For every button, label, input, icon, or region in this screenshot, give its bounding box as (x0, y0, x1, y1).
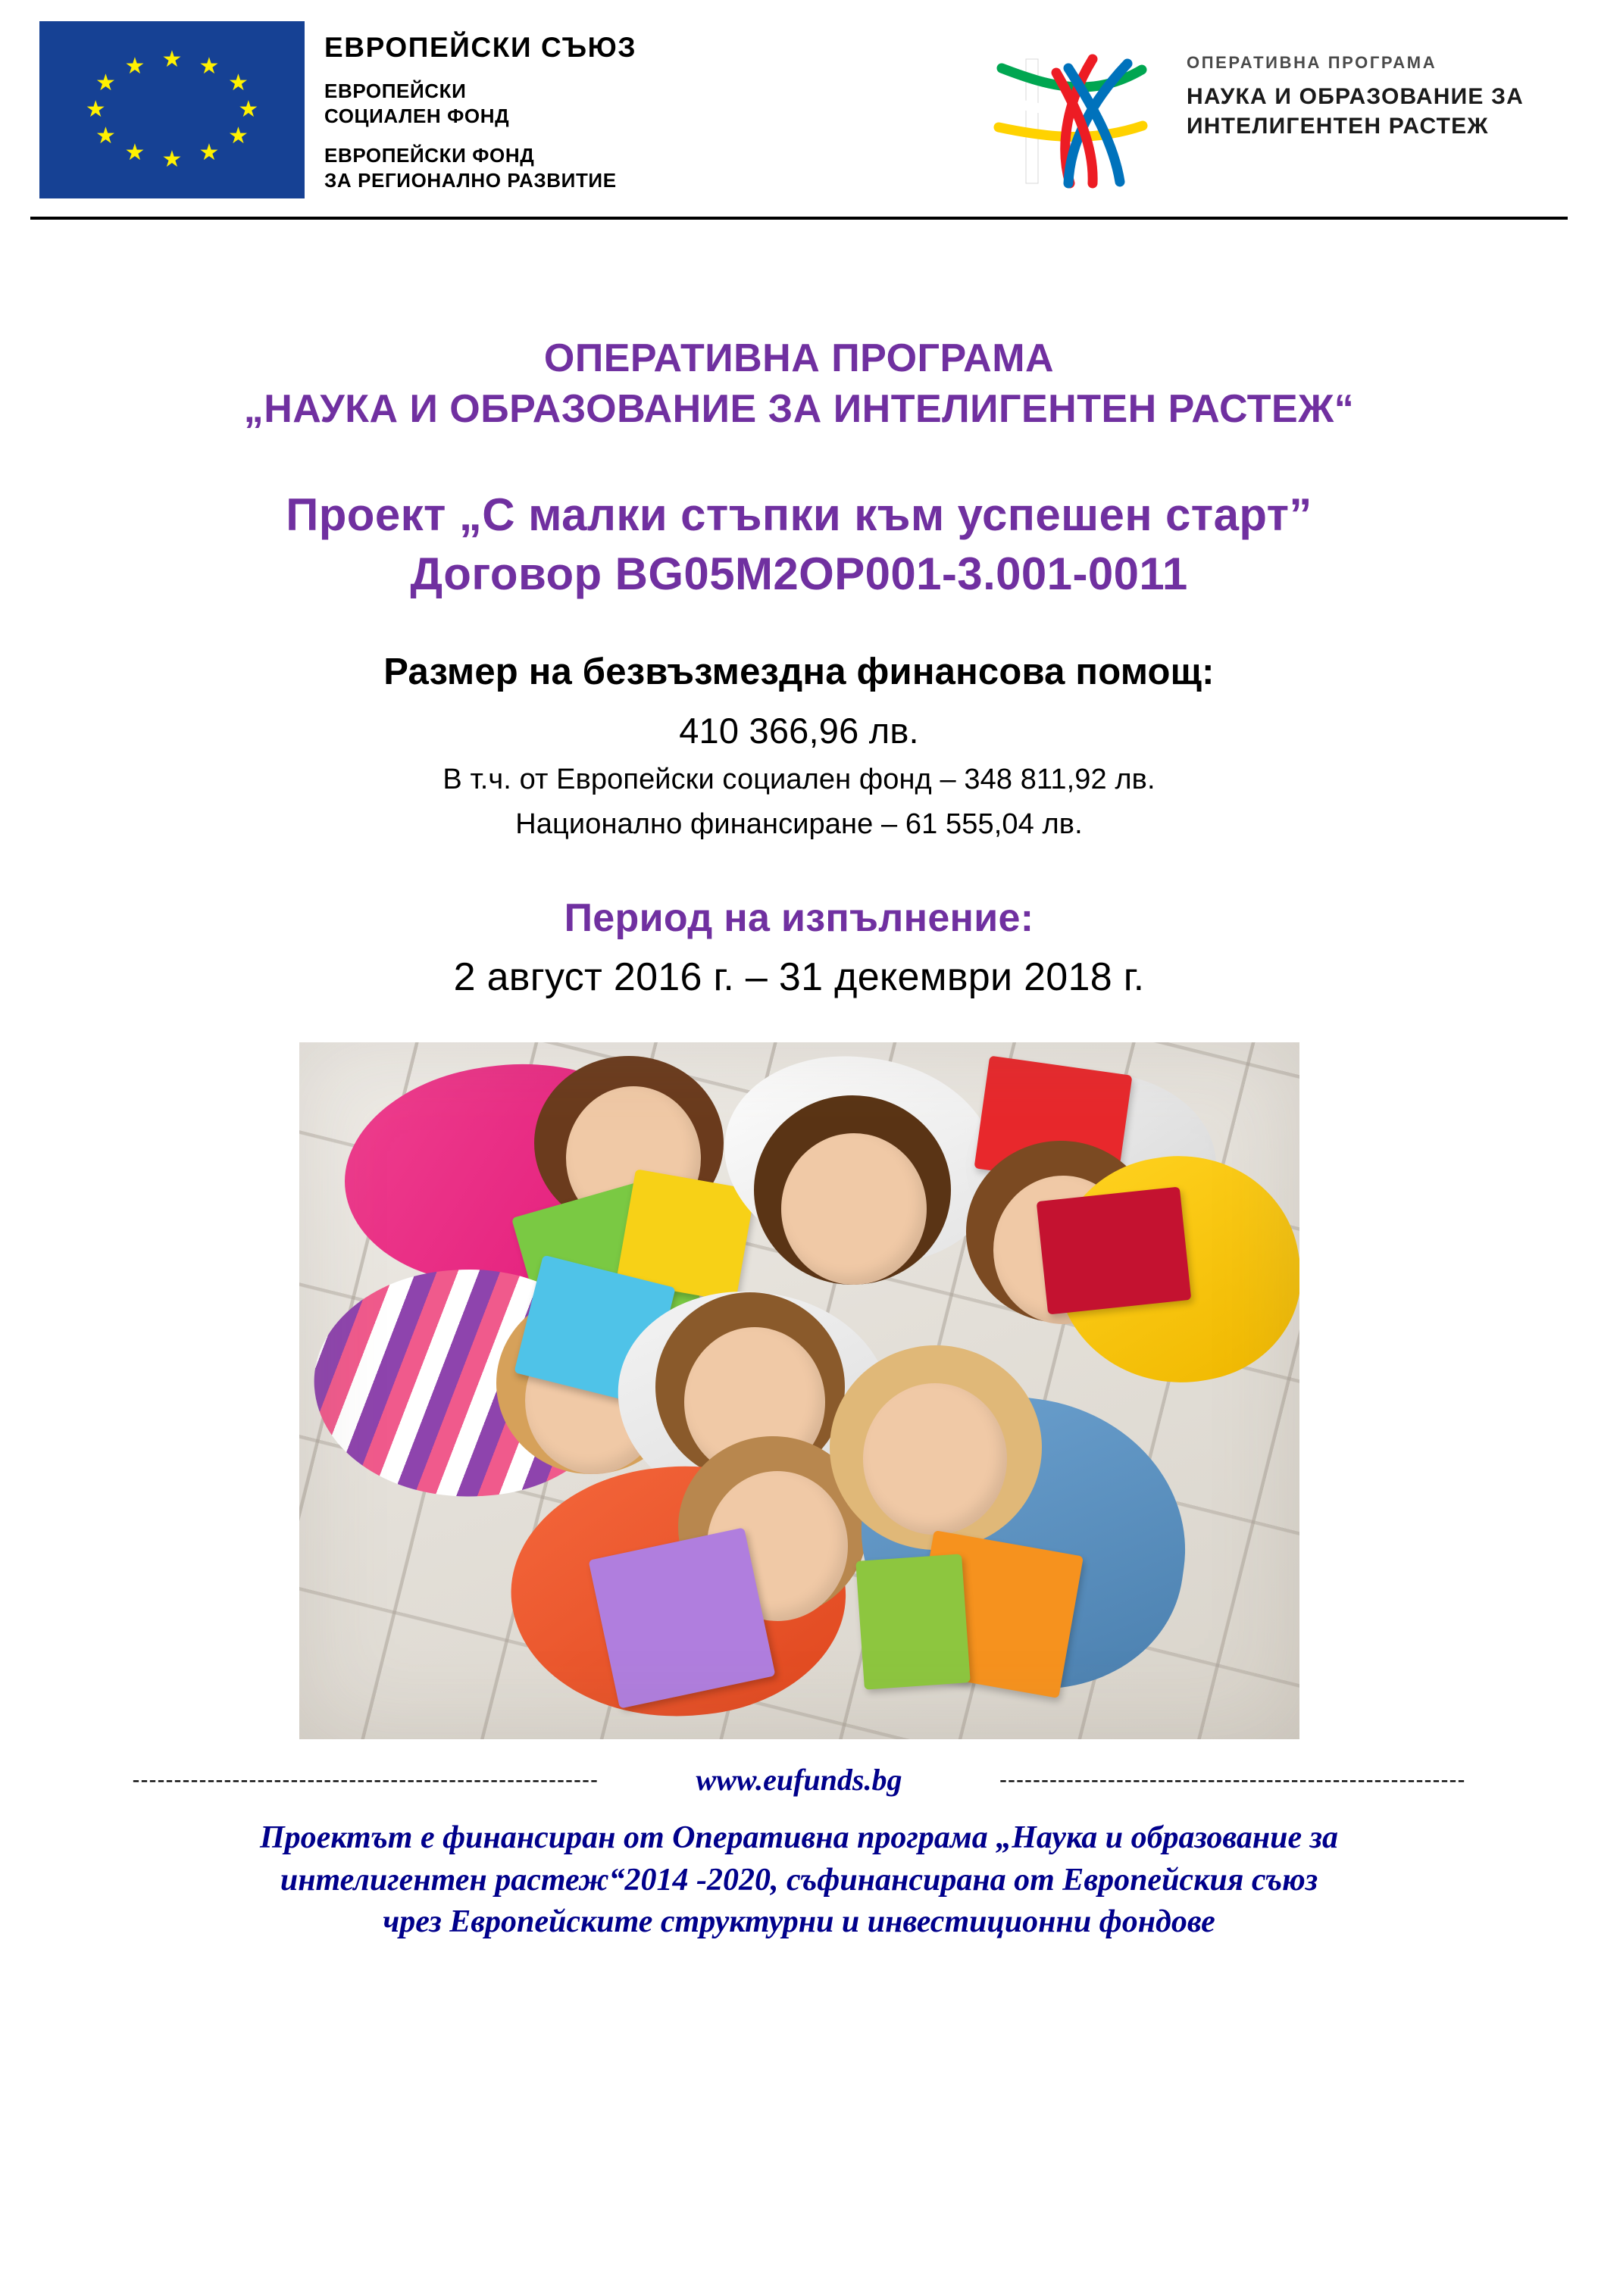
header-divider (30, 217, 1568, 220)
op-small-title: ОПЕРАТИВНА ПРОГРАМА (1187, 53, 1437, 72)
photo-head-white (781, 1133, 927, 1285)
programme-title (61, 333, 1537, 434)
eu-erdf-label (324, 143, 636, 194)
document-footer (0, 1762, 1598, 1943)
eu-esf-label-line2: СОЦИАЛЕН ФОНД (324, 105, 510, 128)
op-logo-block (979, 21, 1559, 189)
period-value: 2 август 2016 г. – 31 декември 2018 г. (453, 955, 1145, 1000)
project-title: Проект „С малки стъпки към успешен старт” (286, 489, 1312, 541)
eu-title: ЕВРОПЕЙСКИ СЪЮЗ (324, 32, 637, 63)
grant-national-share: Национално финансиране – 61 555,04 лв. (515, 808, 1083, 841)
eu-esf-label (324, 79, 636, 130)
programme-title-line1: ОПЕРАТИВНА ПРОГРАМА (543, 336, 1055, 380)
footer-url-row (42, 1762, 1556, 1798)
period-label: Период на изпълнение: (564, 896, 1034, 941)
grant-label: Размер на безвъзмездна финансова помощ: (383, 651, 1215, 693)
op-name-line2: ИНТЕЛИГЕНТЕН РАСТЕЖ (1187, 114, 1489, 139)
op-science-education-logo-icon (979, 53, 1168, 189)
eu-erdf-label-line1: ЕВРОПЕЙСКИ ФОНД (324, 143, 535, 167)
children-photo (299, 1042, 1299, 1739)
photo-book-lime (855, 1554, 971, 1689)
op-name (1187, 82, 1524, 141)
footer-dashes-left: -------------------------------------------------------- (132, 1767, 599, 1792)
document-header (0, 0, 1598, 220)
footer-financing-note (42, 1817, 1556, 1943)
footer-note-line1: Проектът е финансиран от Оперативна програма „Наука и образование за (259, 1820, 1339, 1856)
footer-note-line2: интелигентен растеж“2014 -2020, съфинансирана от Европейския съюз (280, 1862, 1318, 1898)
eufunds-link[interactable]: www.eufunds.bg (696, 1763, 902, 1798)
eu-emblem-block (39, 21, 636, 198)
eu-esf-label-line1: ЕВРОПЕЙСКИ (324, 80, 467, 102)
photo-head-denim (863, 1383, 1007, 1535)
programme-title-line2: „НАУКА И ОБРАЗОВАНИЕ ЗА ИНТЕЛИГЕНТЕН РАСТЕЖ“ (243, 386, 1355, 431)
photo-book-violet (588, 1527, 775, 1708)
photo-book-crimson (1036, 1187, 1191, 1315)
footer-note-line3: чрез Европейските структурни и инвестиционни фондове (383, 1904, 1215, 1939)
footer-dashes-right: -------------------------------------------------------- (999, 1767, 1466, 1792)
document-body (0, 333, 1598, 1739)
op-text-block (1187, 53, 1524, 141)
grant-amount: 410 366,96 лв. (679, 711, 919, 751)
contract-number: Договор BG05M2OP001-3.001-0011 (410, 548, 1188, 600)
op-name-line1: НАУКА И ОБРАЗОВАНИЕ ЗА (1187, 84, 1524, 109)
eu-erdf-label-line2: ЗА РЕГИОНАЛНО РАЗВИТИЕ (324, 168, 617, 192)
eu-flag-icon: ★ ★ ★ ★ ★ ★ ★ ★ ★ ★ ★ ★ (39, 21, 305, 198)
eu-text-block (324, 21, 636, 193)
grant-esf-share: В т.ч. от Европейски социален фонд – 348 811,92 лв. (442, 764, 1156, 796)
